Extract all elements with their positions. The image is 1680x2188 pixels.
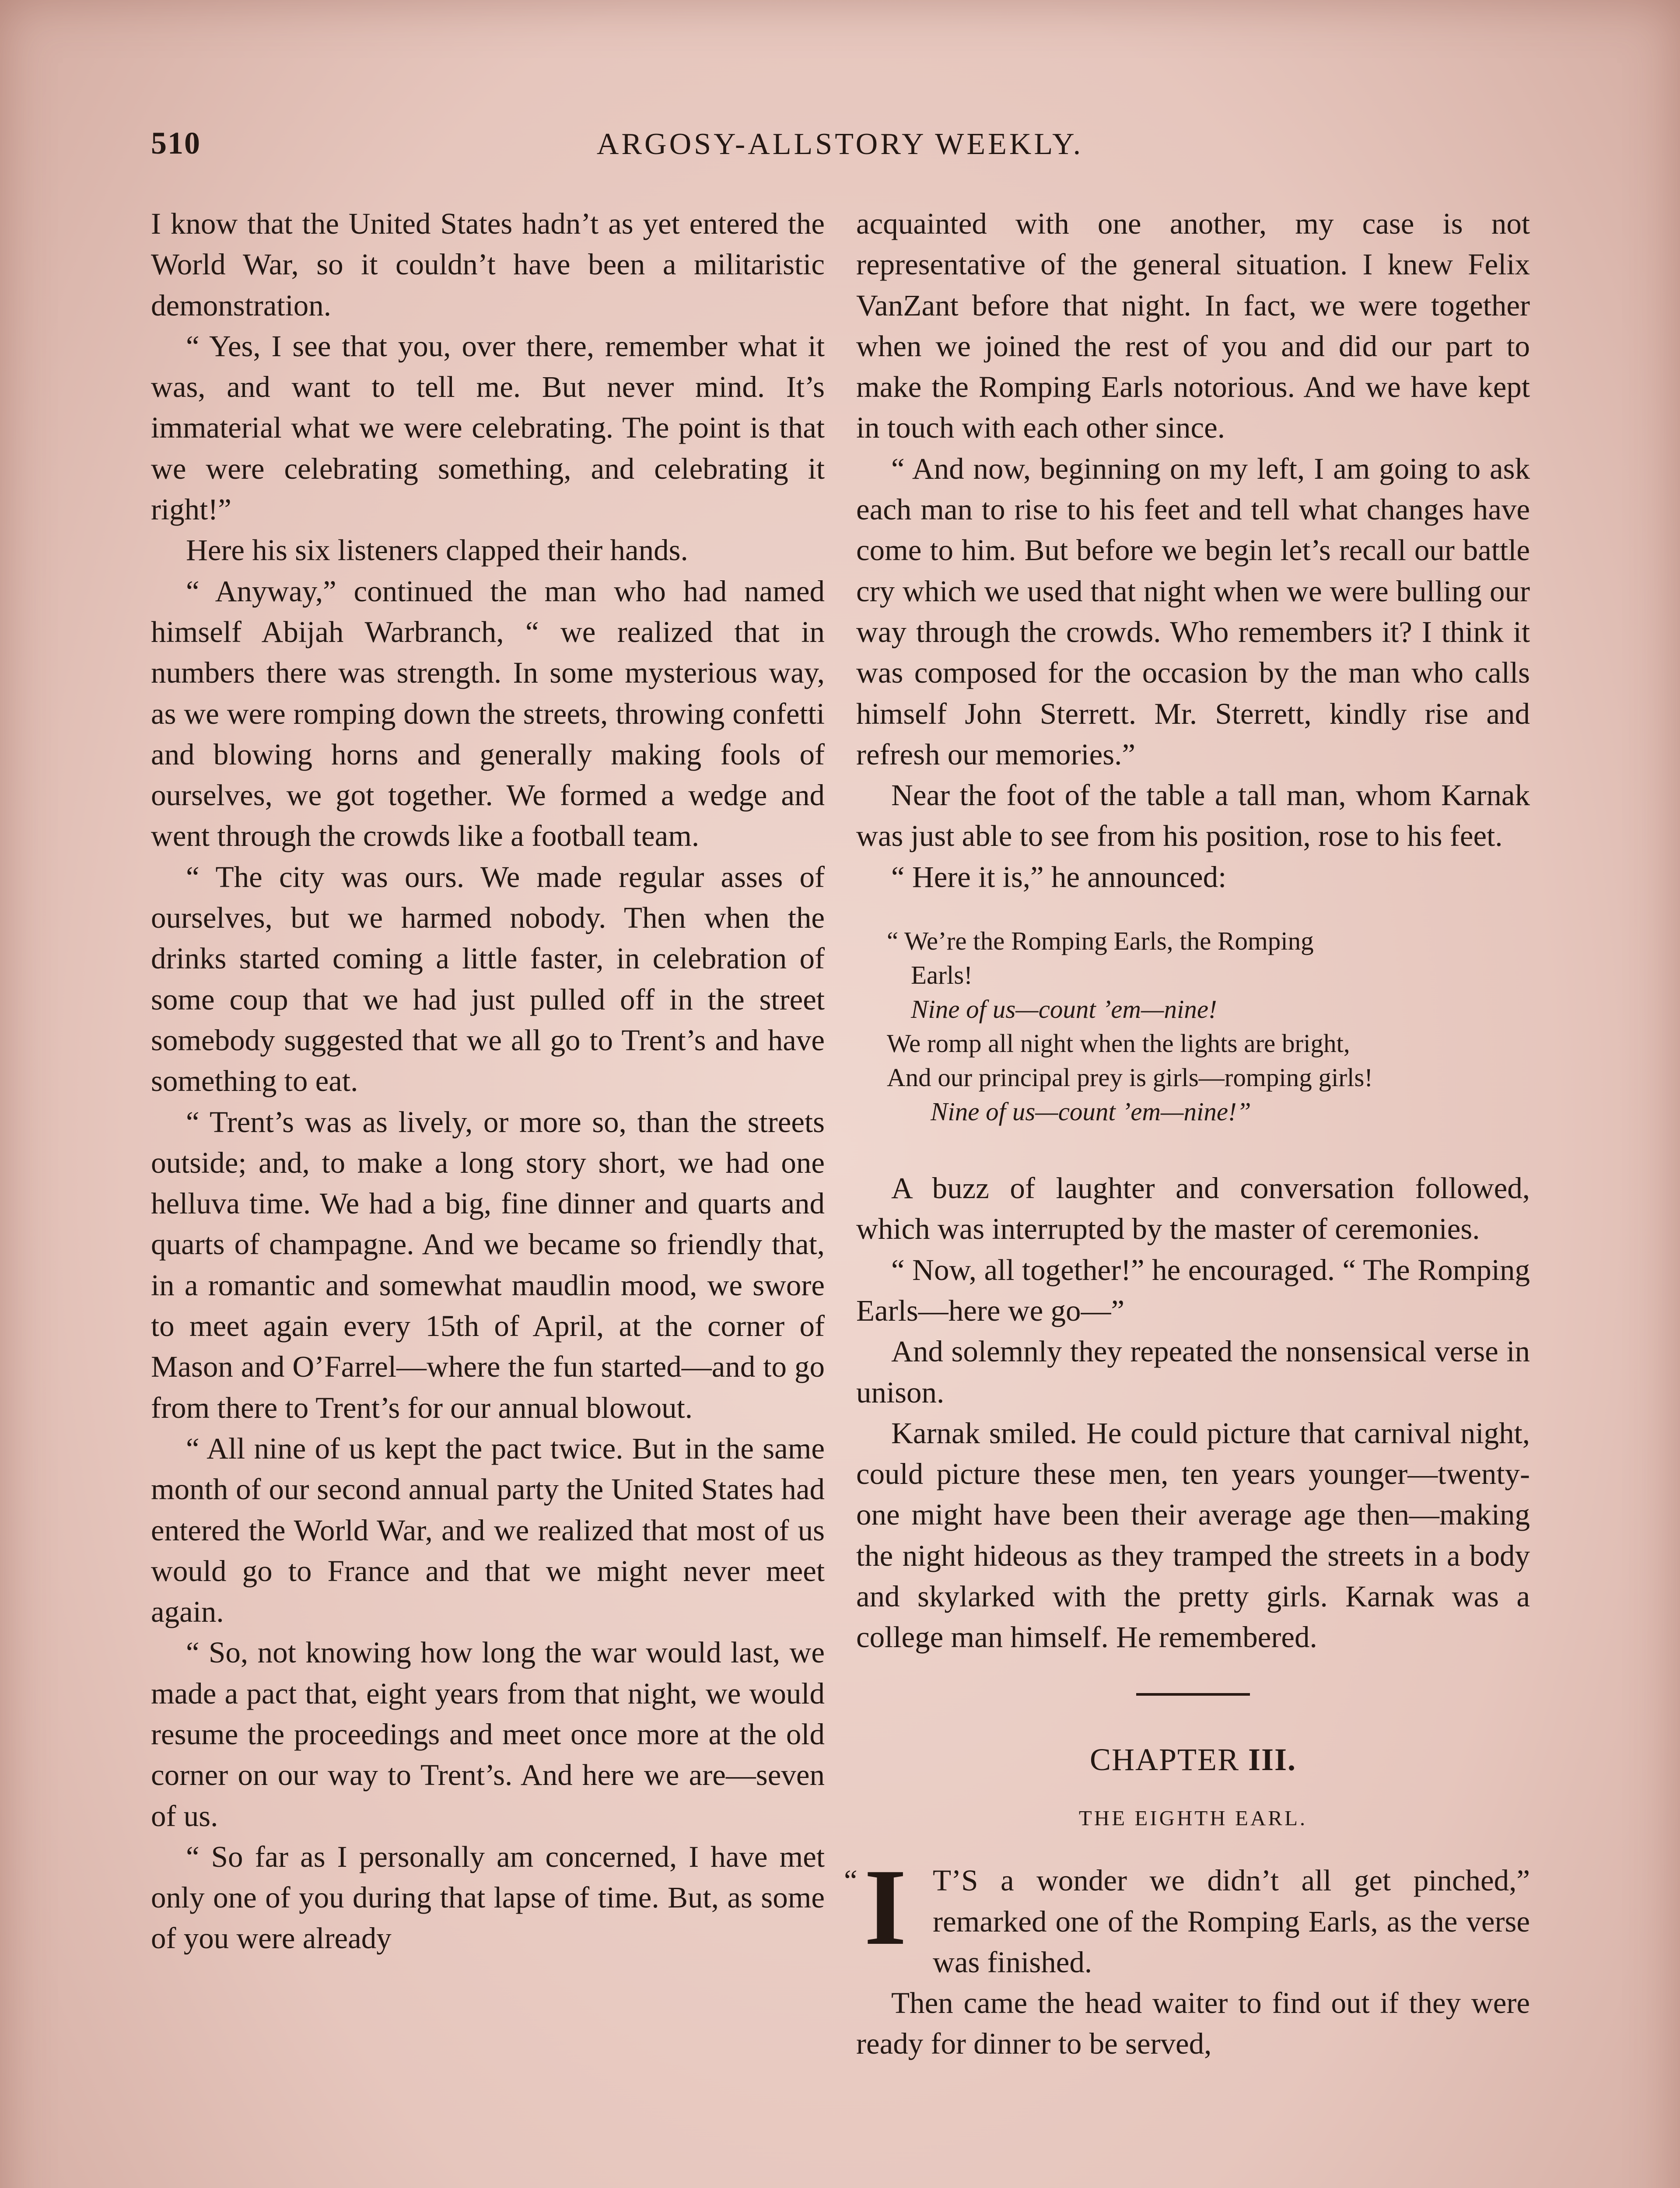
paragraph: Near the foot of the table a tall man, whom Karnak was just able to see from his position, rose to his feet. xyxy=(856,778,1530,853)
verse-line: Nine of us—count ’em—nine!” xyxy=(931,1097,1251,1126)
chapter-opening-paragraph xyxy=(844,1847,1530,1983)
paragraph: “ Yes, I see that you, over there, remember what it was, and want to tell me. But never mind. It’s immaterial what we were celebrating. The point is that we were celebrating something, and celebrating it right!” xyxy=(151,329,825,526)
verse-line: Earls! xyxy=(911,961,973,990)
paragraph: A buzz of laughter and conversation followed, which was interrupted by the master of ceremonies. xyxy=(856,1171,1530,1246)
paragraph: “ Now, all together!” he encouraged. “ The Romping Earls—here we go—” xyxy=(856,1253,1530,1327)
chapter-label: CHAPTER xyxy=(1089,1742,1239,1777)
paragraph: “ So, not knowing how long the war would last, we made a pact that, eight years from that night, we would resume the proceedings and meet once more at the old corner on our way to Trent’s. And here we are—seven of us. xyxy=(151,1636,825,1833)
paragraph: acquainted with one another, my case is not representative of the general situation. I knew Felix VanZant before that night. In fact, we were together when we joined the rest of you and did our part to make the Romping Earls notorious. And we have kept in touch with each other since. xyxy=(856,207,1530,445)
section-divider xyxy=(1136,1693,1250,1696)
paragraph: “ Here it is,” he announced: xyxy=(891,860,1227,894)
paragraph: “ Trent’s was as lively, or more so, than the streets outside; and, to make a long story short, we had one helluva time. We had a big, fine dinner and quarts and quarts of champagne. And we became so friendly that, in a romantic and somewhat maudlin mood, we swore to meet again every 15th of April, at the corner of Mason and O’Farrel—where the fun started—and to go from there to Trent’s for our annual blowout. xyxy=(151,1105,825,1424)
paragraph: Then came the head waiter to find out if they were ready for dinner to be served, xyxy=(856,1986,1530,2061)
verse-line: “ We’re the Romping Earls, the Romping xyxy=(887,926,1314,956)
paragraph: “ The city was ours. We made regular asses of ourselves, but we harmed nobody. Then when the drinks started coming a little faster, in celebration of some coup that we had just pulled off in the street somebody suggested that we all go to Trent’s and have something to eat. xyxy=(151,860,825,1098)
page-number: 510 xyxy=(151,126,201,161)
paragraph: I know that the United States hadn’t as yet entered the World War, so it couldn’t have been a militaristic demonstration. xyxy=(151,207,825,322)
paragraph: And solemnly they repeated the nonsensical verse in unison. xyxy=(856,1335,1530,1409)
verse-block xyxy=(887,924,1530,1129)
paragraph: “ All nine of us kept the pact twice. But in the same month of our second annual party the United States had entered the World War, and we realized that most of us would go to France and that we might never meet again. xyxy=(151,1431,825,1629)
chapter-heading xyxy=(856,1739,1530,1780)
opening-text: T’S a wonder we didn’t all get pinched,” remarked one of the Romping Earls, as the verse was finished. xyxy=(933,1864,1530,1979)
verse-line: We romp all night when the lights are bright, xyxy=(887,1029,1350,1058)
left-column xyxy=(151,203,825,1959)
verse-line: And our principal prey is girls—romping girls! xyxy=(887,1063,1373,1092)
verse-line: Nine of us—count ’em—nine! xyxy=(911,995,1217,1024)
paragraph: “ And now, beginning on my left, I am going to ask each man to rise to his feet and tell what changes have come to him. But before we begin let’s recall our battle cry which we used that night when we were bulling our way through the crowds. Who remembers it? I think it was composed for the occasion by the man who calls himself John Sterrett. Mr. Sterrett, kindly rise and refresh our memories.” xyxy=(856,452,1530,771)
opening-quote: “ xyxy=(844,1864,858,1897)
right-column xyxy=(844,203,1530,2065)
paragraph: Karnak smiled. He could picture that carnival night, could picture these men, ten years younger—twenty-one might have been their average age then—making the night hideous as they tramped the streets in a body and skylarked with the pretty girls. Karnak was a college man himself. He remembered. xyxy=(856,1416,1530,1654)
paragraph: Here his six listeners clapped their hands. xyxy=(186,533,688,567)
drop-cap: I xyxy=(864,1847,907,1968)
running-title: ARGOSY-ALLSTORY WEEKLY. xyxy=(596,127,1084,161)
chapter-numeral: III. xyxy=(1248,1742,1297,1777)
paragraph: “ So far as I personally am concerned, I have met only one of you during that lapse of time. But, as some of you were already xyxy=(151,1840,825,1955)
chapter-title: THE EIGHTH EARL. xyxy=(1078,1806,1308,1830)
paragraph: “ Anyway,” continued the man who had named himself Abijah Warbranch, “ we realized that in numbers there was strength. In some mysterious way, as we were romping down the streets, throwing confetti and blowing horns and generally making fools of ourselves, we got together. We formed a wedge and went through the crowds like a football team. xyxy=(151,574,825,853)
